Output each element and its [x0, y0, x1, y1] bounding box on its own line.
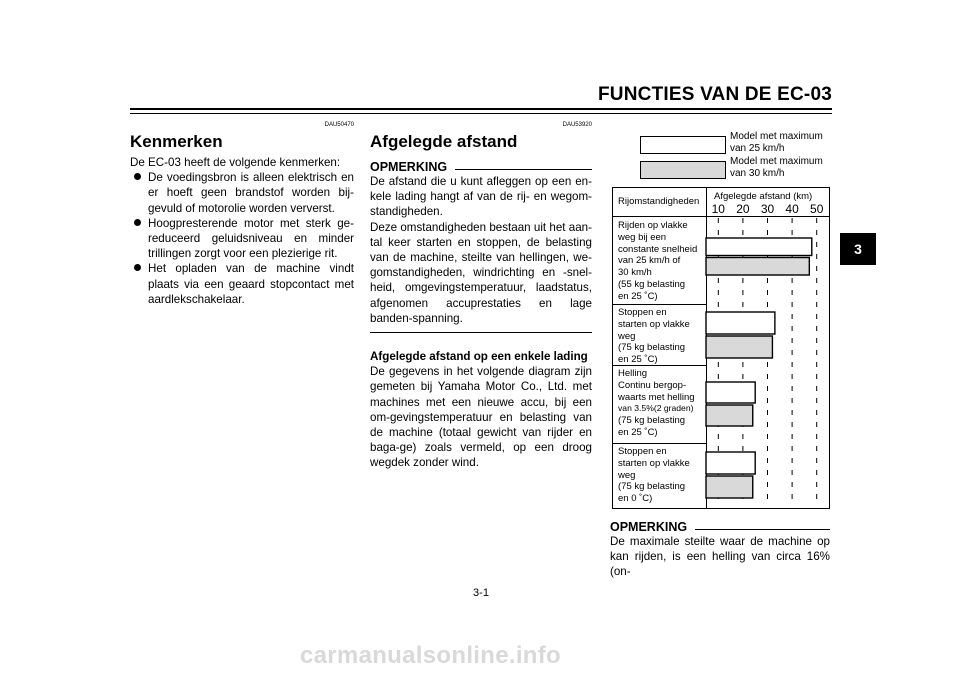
tick-label: 20 — [736, 202, 750, 216]
note-body: De maximale steilte waar de machine op kan rijden, is een helling van circa 16% (on- — [610, 535, 830, 579]
section-code: DAU53920 — [562, 122, 592, 128]
tick-label: 40 — [785, 202, 799, 216]
legend-label-30: Model met maximum van 30 km/h — [730, 156, 823, 179]
feature-list — [130, 170, 354, 307]
note-heading: OPMERKING — [610, 520, 830, 534]
axis-title: Afgelegde afstand (km) — [714, 191, 813, 202]
bar — [706, 405, 753, 426]
chart-plot — [613, 188, 829, 508]
list-item: De voedingsbron is alleen elektrisch en er hoeft geen brandstof worden bij-gevuld of motorolie worden ververst. — [130, 170, 354, 216]
chapter-tab: 3 — [840, 233, 876, 265]
page-number: 3-1 — [473, 587, 489, 599]
bar — [706, 382, 755, 403]
middle-column — [370, 122, 592, 471]
bar — [706, 336, 772, 358]
legend-swatch-30 — [640, 161, 726, 179]
bullet-icon — [134, 219, 141, 226]
header-rule — [130, 108, 832, 110]
note-end-rule — [370, 332, 592, 333]
intro-text: De EC-03 heeft de volgende kenmerken: — [130, 156, 341, 169]
bar — [706, 476, 753, 498]
left-body — [130, 155, 354, 307]
distance-paragraph: De gegevens in het volgende diagram zijn gemeten bij Yamaha Motor Co., Ltd. met machines met een nieuwe accu, bij een om-gevingstemperatuur en belasting van de machine (totaal gewicht van rijder en baga-ge) zoals vermeld, op een droog wegdek zonder wind. — [370, 365, 592, 470]
legend-label-25: Model met maximum van 25 km/h — [730, 131, 823, 154]
distance-chart — [612, 187, 830, 509]
tick-label: 10 — [711, 202, 725, 216]
category-label: Rijden op vlakke weg bij een constante snelheid van 25 km/h of 30 km/h (55 kg belasting en 25 ˚C) — [618, 220, 698, 302]
section-heading: Kenmerken — [130, 132, 223, 151]
left-column — [130, 122, 354, 307]
section-heading: Afgelegde afstand — [370, 132, 518, 151]
distance-body — [370, 349, 592, 471]
header-rule-thin — [130, 113, 832, 114]
right-note — [610, 520, 830, 580]
bullet-icon — [134, 173, 141, 180]
category-label: Stoppen en starten op vlakke weg (75 kg belasting en 0 ˚C) — [618, 446, 690, 505]
row-header: Rijomstandigheden — [618, 196, 700, 207]
page-header-title: FUNCTIES VAN DE EC-03 — [598, 84, 832, 105]
bar — [706, 238, 812, 256]
category-label: Stoppen en starten op vlakke weg (75 kg belasting en 25 ˚C) — [618, 307, 690, 366]
category-label: Helling Continu bergop- waarts met helling van 3.5%(2 graden) (75 kg belasting en 25 ˚C) — [618, 368, 695, 438]
tick-label: 30 — [760, 202, 775, 216]
bullet-icon — [134, 264, 141, 271]
list-item: Hoogpresterende motor met sterk ge-reduceerd geluidsniveau en minder trillingen zorgt voor een plezierige rit. — [130, 216, 354, 262]
subheading: Afgelegde afstand op een enkele lading — [370, 350, 588, 364]
note-body: De afstand die u kunt afleggen op een en-kele lading hangt af van de rij- en wegom-standigheden. Deze omstandigheden bestaan uit het aan-tal keer starten en stoppen, de belasting van de machine, steilte van hellingen, we-gomstandigheden, windrichting en -snel-heid, omgevingstemperatuur, laadstatus, afgenomen accuprestaties en lage banden-spanning. — [370, 175, 592, 325]
legend-swatch-25 — [640, 136, 726, 154]
bar — [706, 258, 809, 276]
section-code: DAU50470 — [324, 122, 354, 128]
tick-label: 50 — [810, 202, 824, 216]
bar — [706, 452, 755, 474]
watermark: carmanualsonline.info — [300, 642, 562, 669]
bar — [706, 312, 775, 334]
note-heading: OPMERKING — [370, 160, 592, 174]
list-item: Het opladen van de machine vindt plaats via een geaard stopcontact met aardlekschakelaar. — [130, 261, 354, 307]
